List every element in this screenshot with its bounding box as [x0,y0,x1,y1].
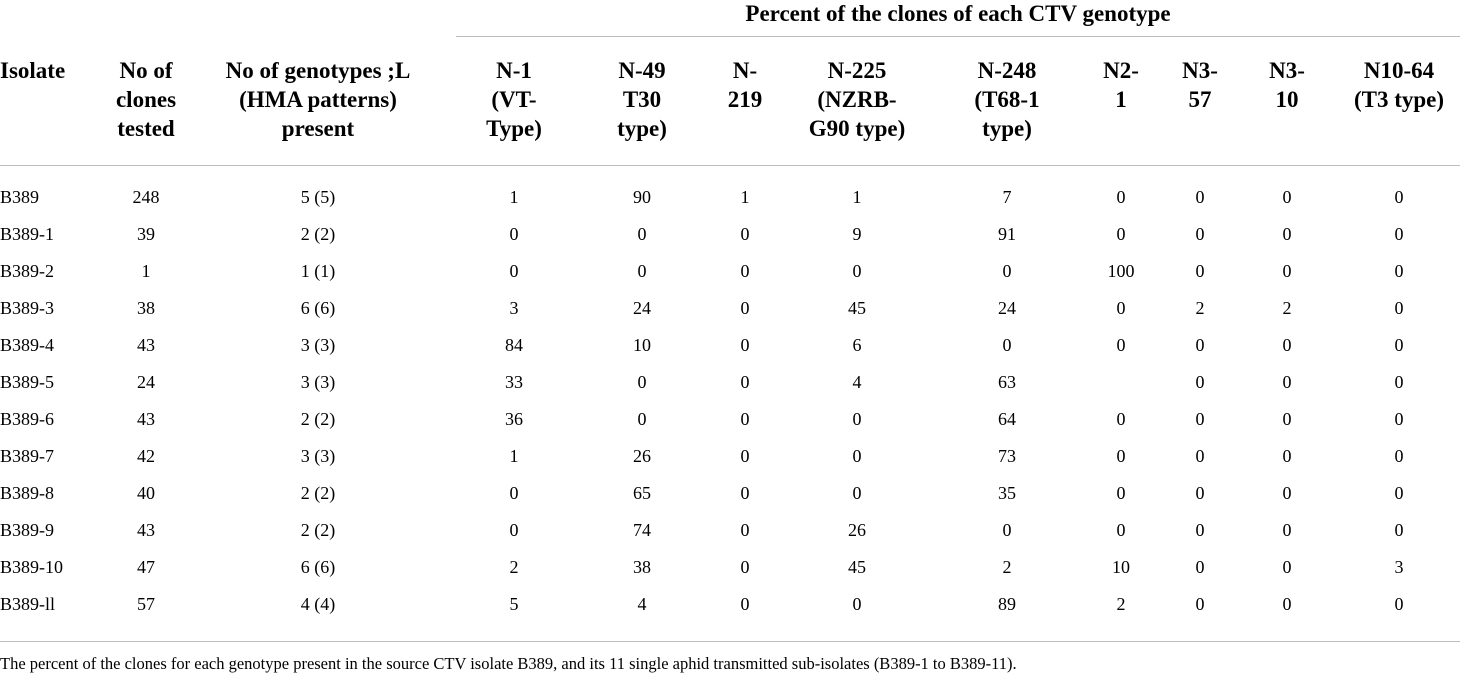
column-header-n10-64-t3: N10-64 (T3 type) [1353,58,1445,112]
cell-n219: 0 [740,520,750,540]
cell-n219: 0 [740,557,750,577]
cell-n10-64-t3: 0 [1394,335,1404,355]
cell-n49-t30: 4 [637,594,647,614]
cell-clones-tested: 43 [137,409,155,429]
cell-n3-57: 0 [1195,409,1205,429]
cell-n2-1: 0 [1116,224,1126,244]
cell-n248-t68: 7 [1002,187,1012,207]
cell-genotypes-present: 2 (2) [300,483,336,503]
cell-n10-64-t3: 0 [1394,446,1404,466]
cell-n248-t68: 0 [1002,261,1012,281]
cell-n49-t30: 24 [633,298,651,318]
cell-n3-10: 0 [1282,261,1292,281]
cell-n10-64-t3: 0 [1394,520,1404,540]
cell-n49-t30: 90 [633,187,651,207]
cell-genotypes-present: 6 (6) [300,298,336,318]
cell-n3-10: 0 [1282,520,1292,540]
cell-genotypes-present: 3 (3) [300,372,336,392]
cell-n2-1: 0 [1116,298,1126,318]
cell-isolate: B389-5 [0,372,54,392]
cell-clones-tested: 47 [137,557,155,577]
cell-n1-vt: 3 [509,298,519,318]
cell-clones-tested: 43 [137,520,155,540]
cell-n10-64-t3: 0 [1394,372,1404,392]
cell-clones-tested: 38 [137,298,155,318]
cell-n219: 0 [740,261,750,281]
cell-n3-10: 0 [1282,187,1292,207]
cell-n2-1: 10 [1112,557,1130,577]
cell-n1-vt: 0 [509,224,519,244]
cell-n49-t30: 10 [633,335,651,355]
cell-n219: 0 [740,224,750,244]
cell-n10-64-t3: 0 [1394,409,1404,429]
cell-n225-nzrb: 1 [852,187,862,207]
cell-genotypes-present: 2 (2) [300,224,336,244]
cell-isolate: B389-10 [0,557,63,577]
cell-genotypes-present: 5 (5) [300,187,336,207]
cell-n10-64-t3: 3 [1394,557,1404,577]
cell-n3-57: 0 [1195,483,1205,503]
cell-n3-10: 0 [1282,483,1292,503]
cell-clones-tested: 40 [137,483,155,503]
cell-n1-vt: 0 [509,520,519,540]
cell-clones-tested: 24 [137,372,155,392]
cell-n219: 0 [740,483,750,503]
cell-n3-57: 0 [1195,224,1205,244]
group-header: Percent of the clones of each CTV genotype [745,1,1171,26]
cell-n3-57: 0 [1195,372,1205,392]
cell-n3-57: 0 [1195,557,1205,577]
cell-n49-t30: 38 [633,557,651,577]
cell-n10-64-t3: 0 [1394,224,1404,244]
cell-n2-1: 0 [1116,335,1126,355]
table-row [0,253,1460,290]
cell-n10-64-t3: 0 [1394,298,1404,318]
column-header-isolate: Isolate [0,58,66,83]
cell-genotypes-present: 3 (3) [300,446,336,466]
cell-n3-10: 0 [1282,446,1292,466]
table-row [0,475,1460,512]
cell-isolate: B389-1 [0,224,54,244]
column-header-n3-10: N3- 10 [1269,58,1305,112]
cell-n219: 0 [740,409,750,429]
cell-n219: 0 [740,594,750,614]
cell-n3-57: 0 [1195,446,1205,466]
column-header-n225-nzrb: N-225 (NZRB- G90 type) [808,58,906,141]
cell-n248-t68: 0 [1002,520,1012,540]
cell-n3-10: 0 [1282,335,1292,355]
cell-n1-vt: 36 [505,409,523,429]
cell-n49-t30: 74 [633,520,651,540]
cell-n219: 0 [740,335,750,355]
table-bottom-rule [0,641,1460,642]
cell-n2-1: 0 [1116,520,1126,540]
cell-n3-57: 0 [1195,594,1205,614]
cell-isolate: B389-2 [0,261,54,281]
cell-n49-t30: 0 [637,224,647,244]
cell-n49-t30: 65 [633,483,651,503]
column-header-n49-t30: N-49 T30 type) [617,58,667,141]
column-header-clones-tested: No of clones tested [115,58,177,141]
cell-n1-vt: 2 [509,557,519,577]
cell-n2-1: 0 [1116,187,1126,207]
cell-n248-t68: 2 [1002,557,1012,577]
cell-n219: 0 [740,446,750,466]
cell-n3-57: 0 [1195,520,1205,540]
cell-genotypes-present: 2 (2) [300,409,336,429]
cell-n1-vt: 5 [509,594,519,614]
cell-n3-10: 0 [1282,224,1292,244]
cell-isolate: B389-8 [0,483,54,503]
cell-n248-t68: 35 [998,483,1016,503]
group-header-rule [456,36,1460,37]
cell-n49-t30: 0 [637,409,647,429]
cell-n3-57: 0 [1195,187,1205,207]
cell-n1-vt: 0 [509,483,519,503]
table-row [0,327,1460,364]
table-footnote: The percent of the clones for each genotype present in the source CTV isolate B389, and its 11 single aphid transmitted sub-isolates (B389-1 to B389-11). [0,654,1017,673]
cell-n10-64-t3: 0 [1394,261,1404,281]
cell-n1-vt: 33 [505,372,523,392]
cell-n225-nzrb: 9 [852,224,862,244]
cell-n225-nzrb: 6 [852,335,862,355]
cell-isolate: B389-ll [0,594,56,614]
cell-n1-vt: 1 [509,187,519,207]
cell-n10-64-t3: 0 [1394,594,1404,614]
cell-n1-vt: 84 [505,335,523,355]
cell-n10-64-t3: 0 [1394,483,1404,503]
cell-n2-1: 2 [1116,594,1126,614]
cell-genotypes-present: 6 (6) [300,557,336,577]
cell-n225-nzrb: 45 [848,557,866,577]
cell-n1-vt: 0 [509,261,519,281]
cell-n248-t68: 0 [1002,335,1012,355]
cell-n225-nzrb: 26 [848,520,866,540]
cell-n10-64-t3: 0 [1394,187,1404,207]
cell-n248-t68: 24 [998,298,1016,318]
cell-isolate: B389-6 [0,409,54,429]
cell-n3-10: 0 [1282,372,1292,392]
cell-n3-10: 2 [1282,298,1292,318]
column-header-n1-vt: N-1 (VT- Type) [486,58,542,141]
cell-clones-tested: 42 [137,446,155,466]
cell-n225-nzrb: 4 [852,372,862,392]
cell-n49-t30: 0 [637,261,647,281]
cell-n2-1: 0 [1116,483,1126,503]
column-header-n3-57: N3- 57 [1182,58,1218,112]
cell-n3-57: 0 [1195,335,1205,355]
column-header-n2-1: N2- 1 [1103,58,1139,112]
cell-n49-t30: 0 [637,372,647,392]
table-row [0,549,1460,586]
table-row [0,586,1460,623]
cell-n225-nzrb: 0 [852,446,862,466]
table-row [0,216,1460,253]
cell-isolate: B389-3 [0,298,54,318]
cell-n225-nzrb: 0 [852,594,862,614]
cell-clones-tested: 1 [141,261,151,281]
cell-isolate: B389-4 [0,335,54,355]
cell-isolate: B389 [0,187,40,207]
cell-n3-10: 0 [1282,557,1292,577]
cell-n225-nzrb: 0 [852,261,862,281]
cell-clones-tested: 39 [137,224,155,244]
cell-n225-nzrb: 0 [852,483,862,503]
cell-n3-10: 0 [1282,409,1292,429]
cell-clones-tested: 43 [137,335,155,355]
table-row [0,401,1460,438]
table-row [0,438,1460,475]
cell-isolate: B389-7 [0,446,54,466]
header-bottom-rule [0,165,1460,166]
cell-n2-1 [1086,364,1156,401]
cell-n248-t68: 91 [998,224,1016,244]
cell-isolate: B389-9 [0,520,54,540]
table-row [0,364,1460,401]
column-header-n248-t68: N-248 (T68-1 type) [974,58,1040,141]
table-row [0,179,1460,216]
cell-n1-vt: 1 [509,446,519,466]
cell-n49-t30: 26 [633,446,651,466]
cell-n248-t68: 89 [998,594,1016,614]
cell-n3-10: 0 [1282,594,1292,614]
cell-n219: 0 [740,372,750,392]
cell-n2-1: 0 [1116,409,1126,429]
cell-n248-t68: 73 [998,446,1016,466]
cell-n3-57: 2 [1195,298,1205,318]
table-row [0,290,1460,327]
cell-n248-t68: 63 [998,372,1016,392]
column-header-genotypes-present: No of genotypes ;L (HMA patterns) present [225,58,411,141]
cell-n2-1: 100 [1107,261,1135,281]
cell-n3-57: 0 [1195,261,1205,281]
cell-clones-tested: 57 [137,594,155,614]
table-row [0,512,1460,549]
cell-n219: 0 [740,298,750,318]
column-header-n219: N- 219 [727,58,763,112]
cell-n225-nzrb: 45 [848,298,866,318]
cell-n2-1: 0 [1116,446,1126,466]
cell-clones-tested: 248 [132,187,160,207]
cell-genotypes-present: 1 (1) [300,261,336,281]
cell-genotypes-present: 3 (3) [300,335,336,355]
cell-n219: 1 [740,187,750,207]
cell-n225-nzrb: 0 [852,409,862,429]
cell-n248-t68: 64 [998,409,1016,429]
cell-genotypes-present: 4 (4) [300,594,336,614]
cell-genotypes-present: 2 (2) [300,520,336,540]
